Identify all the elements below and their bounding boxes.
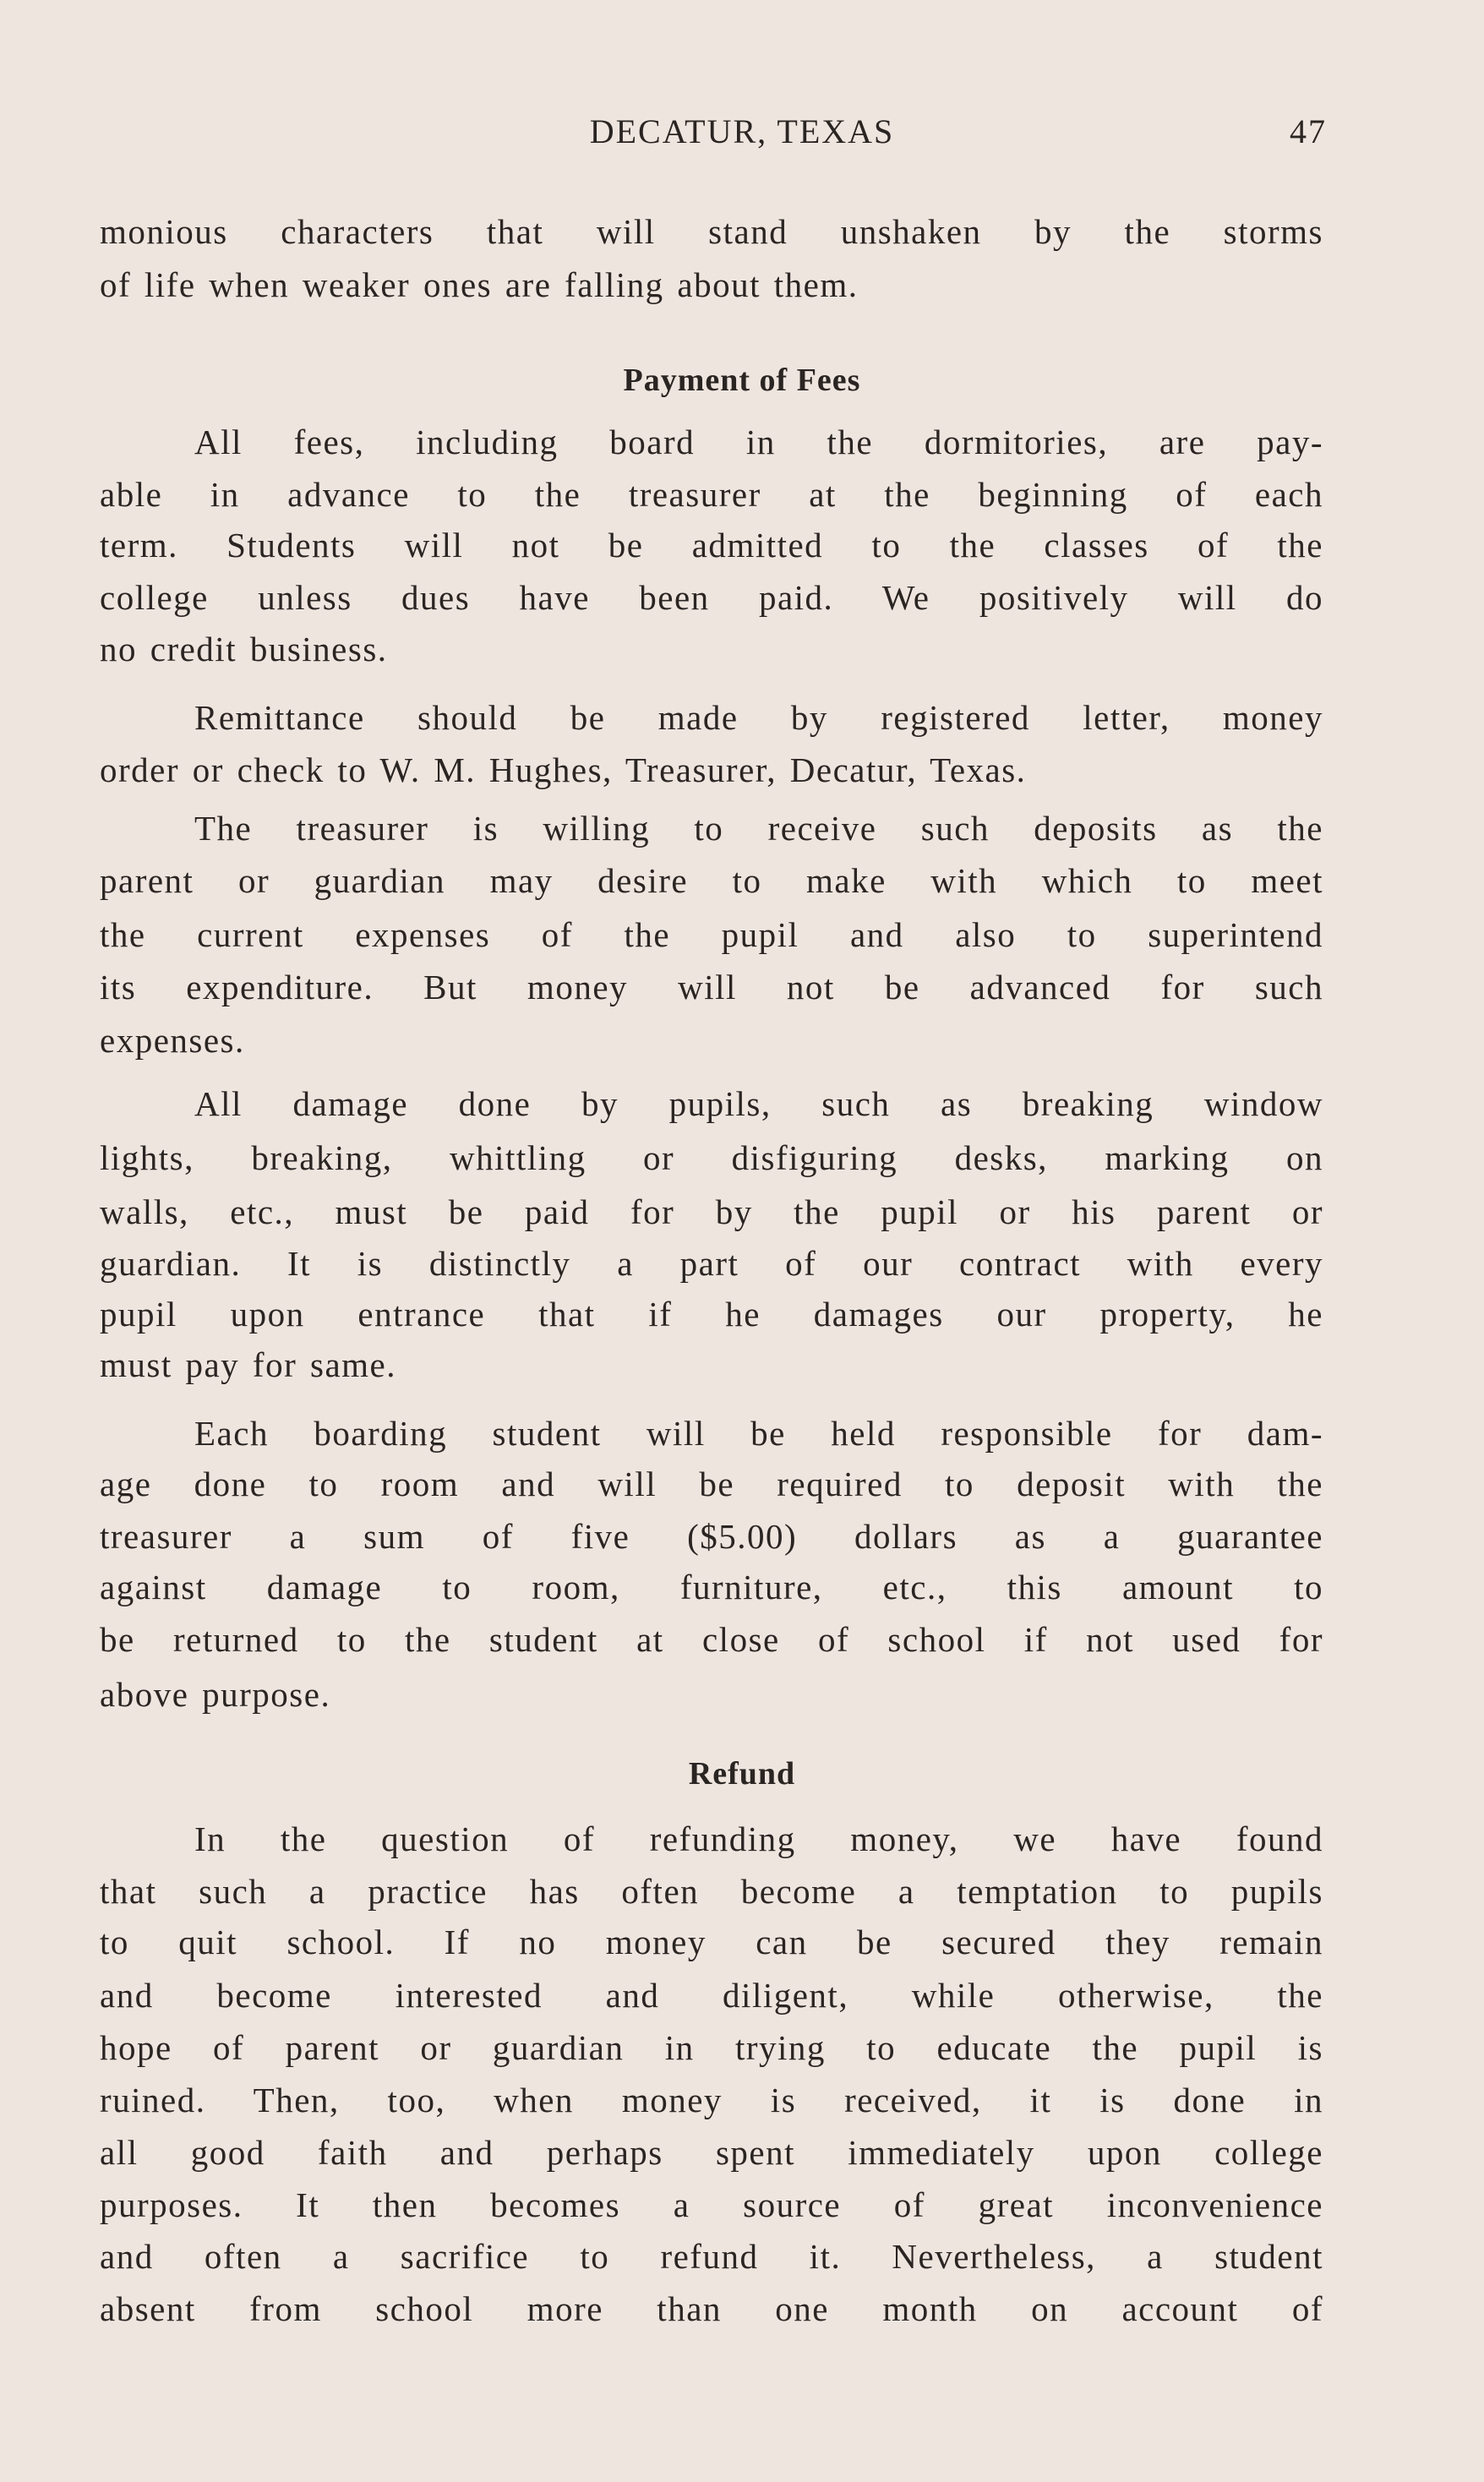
text-line: college unless dues have been paid. We positively will do: [100, 578, 1323, 617]
text-line: purposes. It then becomes a source of great inconvenience: [100, 2185, 1323, 2224]
text-line: treasurer a sum of five ($5.00) dollars as a guarantee: [100, 1517, 1323, 1556]
text-line: pupil upon entrance that if he damages our property, he: [100, 1295, 1323, 1334]
text-line: no credit business.: [100, 630, 388, 668]
text-line: Each boarding student will be held responsible for dam-: [194, 1414, 1323, 1453]
text-line: be returned to the student at close of school if not used for: [100, 1620, 1323, 1659]
text-line: of life when weaker ones are falling about them.: [100, 265, 859, 304]
text-line: against damage to room, furniture, etc., this amount to: [100, 1568, 1323, 1606]
text-line: and often a sacrifice to refund it. Nevertheless, a student: [100, 2237, 1323, 2276]
text-line: walls, etc., must be paid for by the pupil or his parent or: [100, 1192, 1323, 1231]
page-number: 47: [1290, 112, 1327, 150]
text-line: order or check to W. M. Hughes, Treasurer, Decatur, Texas.: [100, 750, 1027, 789]
text-line: to quit school. If no money can be secured they remain: [100, 1923, 1323, 1961]
text-line: its expenditure. But money will not be advanced for such: [100, 968, 1323, 1006]
text-line: ruined. Then, too, when money is received, it is done in: [100, 2081, 1323, 2119]
text-line: parent or guardian may desire to make with which to meet: [100, 861, 1323, 900]
text-line: absent from school more than one month on account of: [100, 2289, 1323, 2328]
text-line: expenses.: [100, 1021, 245, 1060]
text-line: term. Students will not be admitted to the classes of the: [100, 526, 1323, 565]
text-line: monious characters that will stand unshaken by the storms: [100, 212, 1323, 251]
text-line: In the question of refunding money, we have found: [194, 1819, 1323, 1858]
text-line: hope of parent or guardian in trying to educate the pupil is: [100, 2028, 1323, 2067]
text-line: all good faith and perhaps spent immediately upon college: [100, 2133, 1323, 2172]
running-head: DECATUR, TEXAS: [589, 112, 895, 150]
text-line: that such a practice has often become a temptation to pupils: [100, 1872, 1323, 1911]
text-line: and become interested and diligent, while otherwise, the: [100, 1976, 1323, 2015]
text-line: age done to room and will be required to deposit with the: [100, 1465, 1323, 1503]
section-heading: Refund: [688, 1756, 796, 1792]
text-line: above purpose.: [100, 1675, 331, 1714]
text-line: All fees, including board in the dormitories, are pay-: [194, 423, 1323, 461]
text-line: the current expenses of the pupil and also to superintend: [100, 915, 1323, 954]
text-line: Remittance should be made by registered letter, money: [194, 698, 1323, 737]
text-line: All damage done by pupils, such as breaking window: [194, 1084, 1323, 1123]
text-line: able in advance to the treasurer at the beginning of each: [100, 475, 1323, 514]
text-line: The treasurer is willing to receive such deposits as the: [194, 809, 1323, 848]
text-line: guardian. It is distinctly a part of our contract with every: [100, 1244, 1323, 1283]
section-heading: Payment of Fees: [623, 363, 861, 398]
text-line: must pay for same.: [100, 1345, 396, 1384]
text-line: lights, breaking, whittling or disfiguring desks, marking on: [100, 1138, 1323, 1177]
